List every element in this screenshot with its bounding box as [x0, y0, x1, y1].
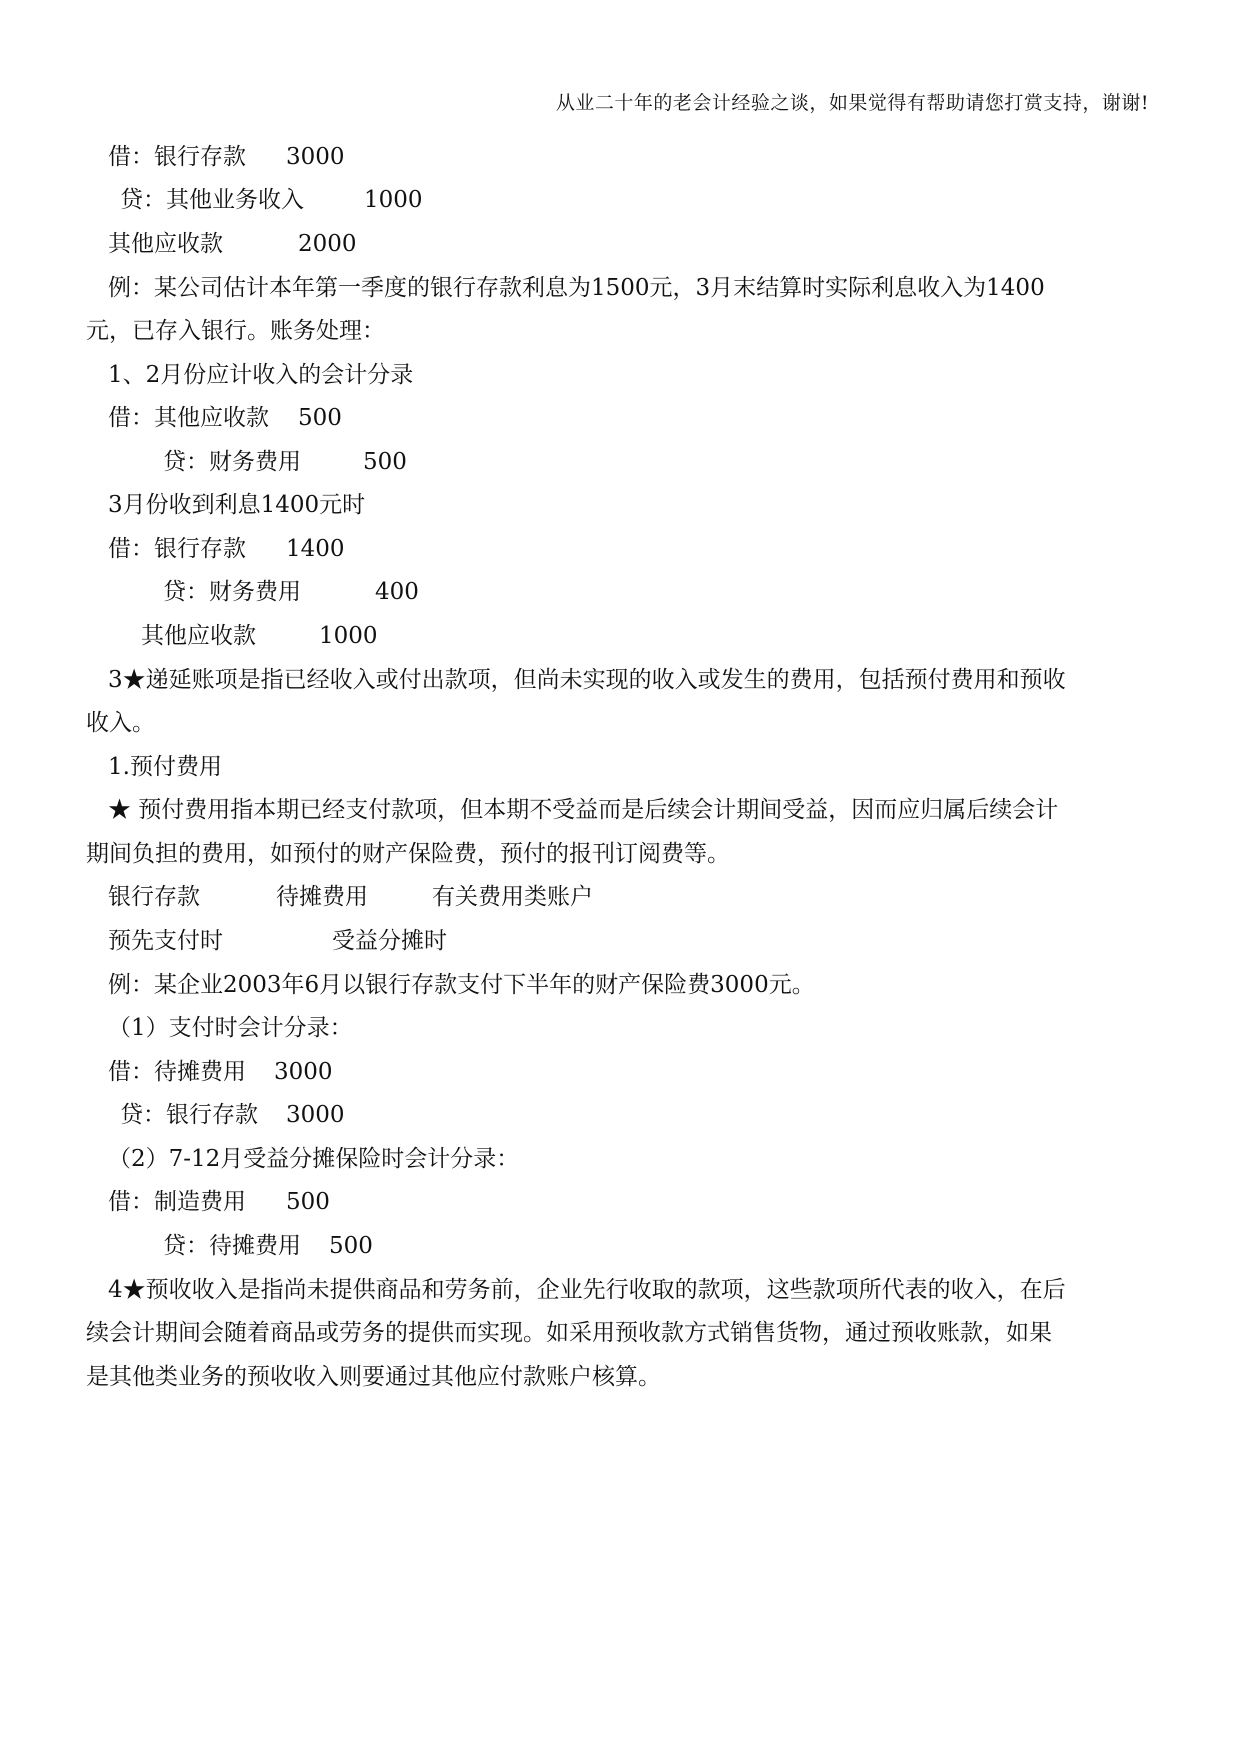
section-paragraph: 收入。	[86, 710, 155, 736]
entry-debit-bank-deposit: 借：银行存款 3000	[108, 144, 345, 170]
account-flow-row: 预先支付时 受益分摊时	[108, 928, 447, 954]
step-heading: 3月份收到利息1400元时	[108, 492, 366, 518]
example-text-line: 元，已存入银行。账务处理：	[86, 318, 385, 344]
entry-credit-financial-expense: 贷：财务费用 400	[163, 579, 419, 605]
definition-paragraph: 期间负担的费用，如预付的财产保险费，预付的报刊订阅费等。	[86, 841, 730, 867]
subsection-heading: 1.预付费用	[108, 754, 222, 780]
entry-credit-financial-expense: 贷：财务费用 500	[163, 449, 407, 475]
example-text-line: 例：某企业2003年6月以银行存款支付下半年的财产保险费3000元。	[108, 972, 815, 998]
page-header-slogan: 从业二十年的老会计经验之谈，如果觉得有帮助请您打赏支持，谢谢!	[555, 92, 1149, 114]
step-heading: 1、2月份应计收入的会计分录	[108, 362, 414, 388]
entry-debit-bank-deposit: 借：银行存款 1400	[108, 536, 345, 562]
entry-debit-manufacturing-overhead: 借：制造费用 500	[108, 1189, 330, 1215]
section-paragraph: 续会计期间会随着商品或劳务的提供而实现。如采用预收款方式销售货物，通过预收账款，如果	[86, 1320, 1052, 1346]
account-flow-row: 银行存款 待摊费用 有关费用类账户	[108, 884, 593, 910]
entry-debit-other-receivables: 借：其他应收款 500	[108, 405, 342, 431]
definition-paragraph: ★ 预付费用指本期已经支付款项，但本期不受益而是后续会计期间受益，因而应归属后续会计	[108, 797, 1059, 823]
example-text-line: 例：某公司估计本年第一季度的银行存款利息为1500元，3月末结算时实际利息收入为1400	[108, 275, 1045, 301]
section-paragraph: 3★递延账项是指已经收入或付出款项，但尚未实现的收入或发生的费用，包括预付费用和预收	[108, 667, 1066, 693]
entry-credit-deferred-expense: 贷：待摊费用 500	[163, 1233, 373, 1259]
entry-other-receivables: 其他应收款 2000	[108, 231, 357, 257]
entry-debit-deferred-expense: 借：待摊费用 3000	[108, 1059, 333, 1085]
section-paragraph: 4★预收收入是指尚未提供商品和劳务前，企业先行收取的款项，这些款项所代表的收入，在后	[108, 1277, 1066, 1303]
entry-other-receivables: 其他应收款 1000	[141, 623, 378, 649]
step-heading: （2）7-12月受益分摊保险时会计分录：	[108, 1146, 520, 1172]
entry-credit-other-business-income: 贷：其他业务收入 1000	[120, 187, 423, 213]
section-paragraph: 是其他类业务的预收收入则要通过其他应付款账户核算。	[86, 1364, 661, 1390]
entry-credit-bank-deposit: 贷：银行存款 3000	[120, 1102, 345, 1128]
step-heading: （1）支付时会计分录：	[108, 1015, 353, 1041]
